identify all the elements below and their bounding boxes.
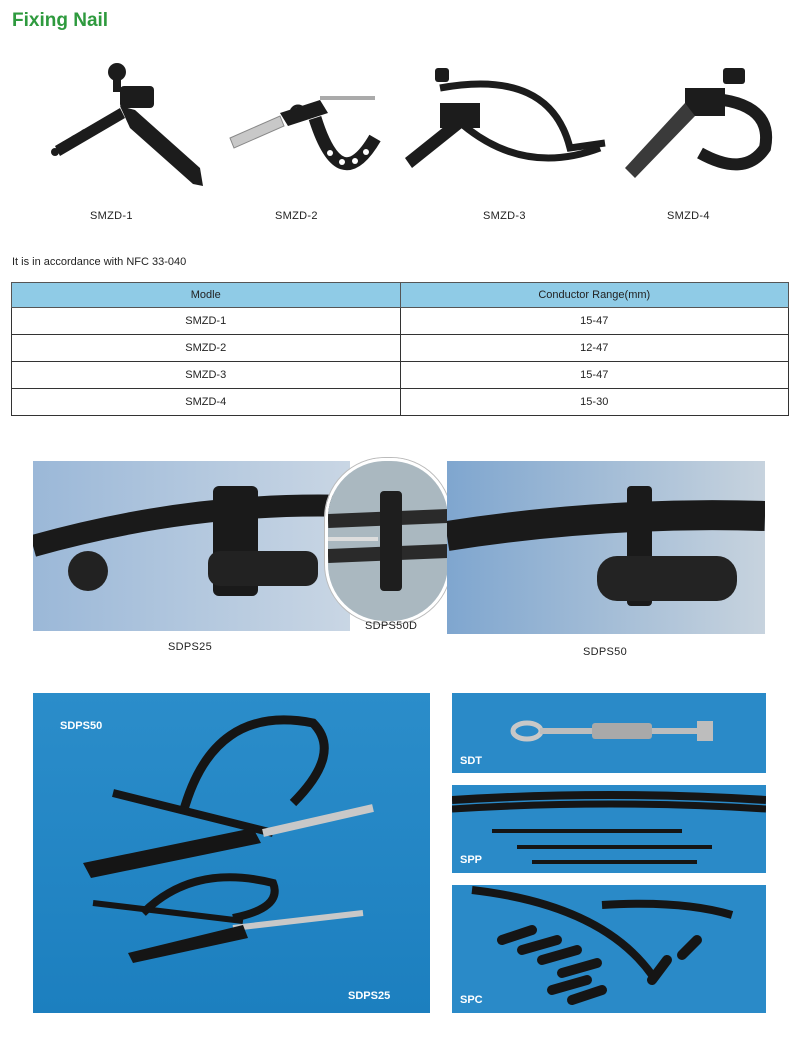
- smzd-1-image: [25, 58, 215, 198]
- product-photo-sdps-assortment: [33, 693, 430, 1013]
- photo-label-sdt: SDT: [460, 755, 482, 767]
- cell-range: 15-30: [400, 389, 789, 416]
- cell-range: 15-47: [400, 362, 789, 389]
- column-header-conductor-range: Conductor Range(mm): [400, 283, 789, 308]
- cell-range: 15-47: [400, 308, 789, 335]
- install-photo-sdps25: [33, 461, 350, 631]
- photo-caption-sdps25: SDPS25: [168, 641, 212, 653]
- cell-model: SMZD-2: [12, 335, 401, 362]
- product-caption-smzd-1: SMZD-1: [90, 210, 133, 222]
- install-photo-sdps50d: [325, 458, 451, 624]
- product-smzd-1: [25, 58, 215, 198]
- photo-caption-sdps50d: SDPS50D: [365, 620, 418, 632]
- photo-label-spc: SPC: [460, 994, 483, 1006]
- page-title: Fixing Nail: [12, 10, 109, 31]
- table-row: [12, 389, 789, 416]
- spec-table: [11, 282, 789, 416]
- cell-range: 12-47: [400, 335, 789, 362]
- cell-model: SMZD-4: [12, 389, 401, 416]
- install-photo-sdps50: [447, 461, 765, 634]
- product-photo-spc: [452, 885, 766, 1013]
- table-row: [12, 362, 789, 389]
- table-row: [12, 335, 789, 362]
- cell-model: SMZD-3: [12, 362, 401, 389]
- product-smzd-3: [400, 58, 615, 198]
- column-header-model: Modle: [12, 283, 401, 308]
- photo-label-sdps25: SDPS25: [348, 990, 391, 1002]
- table-row: [12, 308, 789, 335]
- cell-model: SMZD-1: [12, 308, 401, 335]
- product-caption-smzd-3: SMZD-3: [483, 210, 526, 222]
- photo-label-sdps50: SDPS50: [60, 720, 103, 732]
- product-photo-spp: [452, 785, 766, 873]
- product-caption-smzd-2: SMZD-2: [275, 210, 318, 222]
- product-smzd-2: [220, 58, 390, 198]
- smzd-2-image: [220, 58, 390, 198]
- photo-caption-sdps50: SDPS50: [583, 646, 627, 658]
- product-smzd-4: [615, 58, 795, 198]
- photo-label-spp: SPP: [460, 854, 483, 866]
- table-header-row: [12, 283, 789, 308]
- smzd-3-image: [400, 58, 615, 198]
- product-photo-sdt: [452, 693, 766, 773]
- standard-note: It is in accordance with NFC 33-040: [12, 256, 187, 268]
- smzd-4-image: [615, 58, 795, 198]
- product-caption-smzd-4: SMZD-4: [667, 210, 710, 222]
